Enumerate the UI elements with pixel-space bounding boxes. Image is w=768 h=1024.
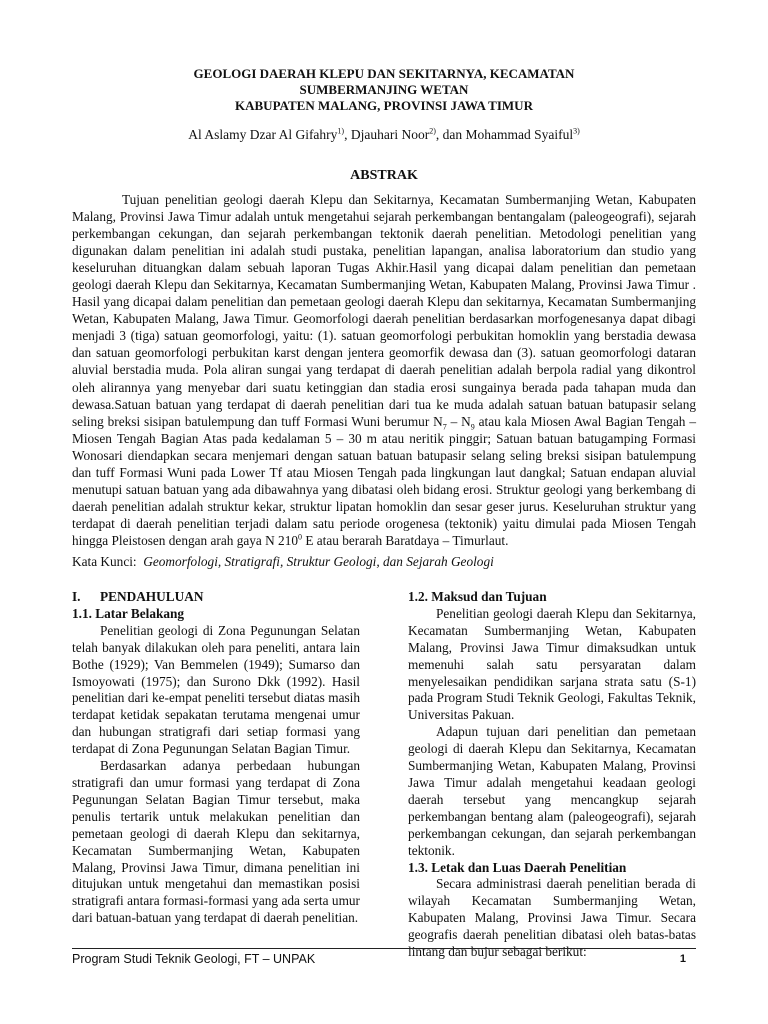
abstract-body [72, 191, 696, 549]
page-footer [72, 951, 696, 967]
subsection-heading: 1.1. Latar Belakang [72, 605, 185, 621]
author-separator: , [344, 127, 351, 142]
subsection-heading: 1.3. Letak dan Luas Daerah Penelitian [408, 859, 627, 875]
paragraph: Berdasarkan adanya perbedaan hubungan stratigrafi dan umur formasi yang terdapat di Zona Pegunungan Selatan Bagian Timur tersebut, maka penulis tertarik untuk melakukan penelitian dan pemetaan geologi di daerah Klepu dan sekitarnya, Kecamatan Sumbermanjing Wetan, Kabupaten Malang, Provinsi Jawa Timur, dimana penelitian ini ditujukan untuk mengetahui dan memastikan posisi stratigrafi antara formasi-formasi yang ada serta umur dari batuan-batuan yang terdapat di daerah penelitian. [72, 758, 360, 926]
footer-text: Program Studi Teknik Geologi, FT – UNPAK [72, 952, 316, 966]
left-column [72, 589, 360, 927]
subsection-heading: 1.2. Maksud dan Tujuan [408, 589, 547, 604]
keywords [72, 553, 696, 570]
footer-divider [72, 948, 696, 949]
paragraph: Penelitian geologi di Zona Pegunungan Selatan telah banyak dilakukan oleh para peneliti, antara lain Bothe (1929); Van Bemmelen (1949); Sumarso dan Ismoyowati (1975); dan Surono Dkk (1992). Hasil penelitian dari ke-empat peneliti tersebut diatas masih terdapat ketidak sepakatan terutama mengenai umur dan hubungan stratigrafi dari setiap formasi yang terdapat di Zona Pegunungan Selatan Bagian Timur. [72, 622, 360, 757]
section-number: I. [72, 589, 81, 604]
title-line: GEOLOGI DAERAH KLEPU DAN SEKITARNYA, KECAMATAN [193, 66, 575, 81]
abstract-heading: ABSTRAK [350, 168, 418, 183]
abstract-text: – N [446, 413, 471, 429]
abstract-subscript: 9 [470, 422, 475, 432]
abstract-text: Tujuan penelitian geologi daerah Klepu dan Sekitarnya, Kecamatan Sumbermanjing Wetan, Kabupaten Malang, Provinsi Jawa Timur adalah untuk mengetahui sejarah perkembangan bentangalam (paleogeografi), sejarah perkembangan cekungan, dan sejarah perkembangan tektonik daerah penelitian. Metodologi penelitian yang digunakan dalam penelitian ini adalah studi pustaka, penelitian lapangan, analisa laboratorium dan studio yang keseluruhan dituangkan dalam sebuah laporan Tugas Akhir.Hasil yang dicapai dalam penelitian dan pemetaan geologi daerah Klepu dan Sekitarnya, Kecamatan Sumbermanjing Wetan, Kabupaten Malang, Provinsi Jawa Timur . Hasil yang dicapai dalam penelitian dan pemetaan geologi daerah Klepu dan sekitarnya, Kecamatan Sumbermanjing Wetan, Kabupaten Malang, Jawa Timur. Geomorfologi daerah penelitian berdasarkan morfogenesanya dapat dibagi menjadi 3 (tiga) satuan geomorfologi, yaitu: (1). satuan geomorfologi perbukitan homoklin yang berstadia dewasa dan satuan geomorfologi perbukitan karst dengan jentera geomorfik dewasa dan (3). satuan geomorfologi dataran aluvial berstadia muda. Pola aliran sungai yang terdapat di daerah penelitian adalah berpola radial yang dikontrol oleh alirannya yang menyebar dari suatu ketinggian dan stadia erosi sungainya berada pada tahapan muda dan dewasa.Satuan batuan yang terdapat di daerah penelitian dari tua ke muda adalah satuan batuan batupasir selang seling breksi sisipan batulempung dan tuff Formasi Wuni berumur N [72, 192, 696, 429]
paper-title [74, 66, 694, 114]
paragraph: Adapun tujuan dari penelitian dan pemetaan geologi di daerah Klepu dan Sekitarnya, Kecamatan Sumbermanjing Wetan, Kabupaten Malang, Provinsi Jawa Timur adalah mengetahui keadaan geologi daerah tersebut yang mencangkup sejarah perkembangan bentang alam (paleogeografi), sejarah perkembangan cekungan, dan sejarah perkembangan tektonik. [408, 724, 696, 858]
affiliation-mark: 3) [573, 126, 580, 136]
keywords-label: Kata Kunci: [72, 554, 137, 569]
author-name: Mohammad Syaiful [465, 127, 574, 142]
section-heading [72, 589, 360, 606]
title-line: KABUPATEN MALANG, PROVINSI JAWA TIMUR [235, 98, 533, 113]
affiliation-mark: 1) [337, 126, 345, 136]
title-line: SUMBERMANJING WETAN [299, 82, 469, 97]
author-list [74, 126, 694, 144]
abstract-text: atau kala Miosen Awal Bagian Tengah – Miosen Tengah Bagian Atas pada kedalaman 5 – 30 m atau neritik pinggir; Satuan batuan batugamping Formasi Wonosari diendapkan secara menjemari dengan satuan batuan batupasir selang seling breksi sisipan batulempung dan tuff Formasi Wuni pada Lower Tf atau Miosen Tengah pada lingkungan laut dangkal; Satuan endapan aluvial menutupi satuan batuan yang ada dibawahnya yang dibatasi oleh bidang erosi. Struktur geologi yang berkembang di daerah penelitian adalah struktur kekar, struktur lipatan homoklin dan sesar geser jurus. Keseluruhan struktur yang terdapat di daerah penelitian terjadi dalam satu periode orogenesa (tektonik) yaitu dimulai pada Miosen Tengah hingga Pleistosen dengan arah gaya N 210 [72, 413, 696, 548]
paragraph: Penelitian geologi daerah Klepu dan Sekitarnya, Kecamatan Sumbermanjing Wetan, Kabupaten Malang, Provinsi Jawa Timur dimaksudkan untuk memenuhi salah satu persyaratan dalam menyelesaikan pendidikan sarjana strata satu (S-1) pada Program Studi Teknik Geologi, Fakultas Teknik, Universitas Pakuan. [408, 605, 696, 723]
author-name: Al Aslamy Dzar Al Gifahry [188, 127, 338, 142]
author-name: Djauhari Noor [350, 127, 430, 142]
author-separator: , dan [435, 127, 466, 142]
page-number: 1 [679, 953, 686, 965]
affiliation-mark: 2) [429, 126, 436, 136]
abstract-superscript: 0 [298, 532, 302, 542]
paragraph: Secara administrasi daerah penelitian berada di wilayah Kecamatan Sumbermanjing Wetan, Kabupaten Malang, Provinsi Jawa Timur. Secara geografis daerah penelitian dibatasi oleh batas-batas lintang dan bujur sebagai berikut: [408, 876, 696, 960]
right-column [408, 589, 696, 961]
keywords-value: Geomorfologi, Stratigrafi, Struktur Geologi, dan Sejarah Geologi [143, 554, 494, 569]
abstract-subscript: 7 [442, 422, 447, 432]
section-title: PENDAHULUAN [100, 589, 204, 604]
abstract-text: E atau berarah Baratdaya – Timurlaut. [302, 532, 509, 548]
